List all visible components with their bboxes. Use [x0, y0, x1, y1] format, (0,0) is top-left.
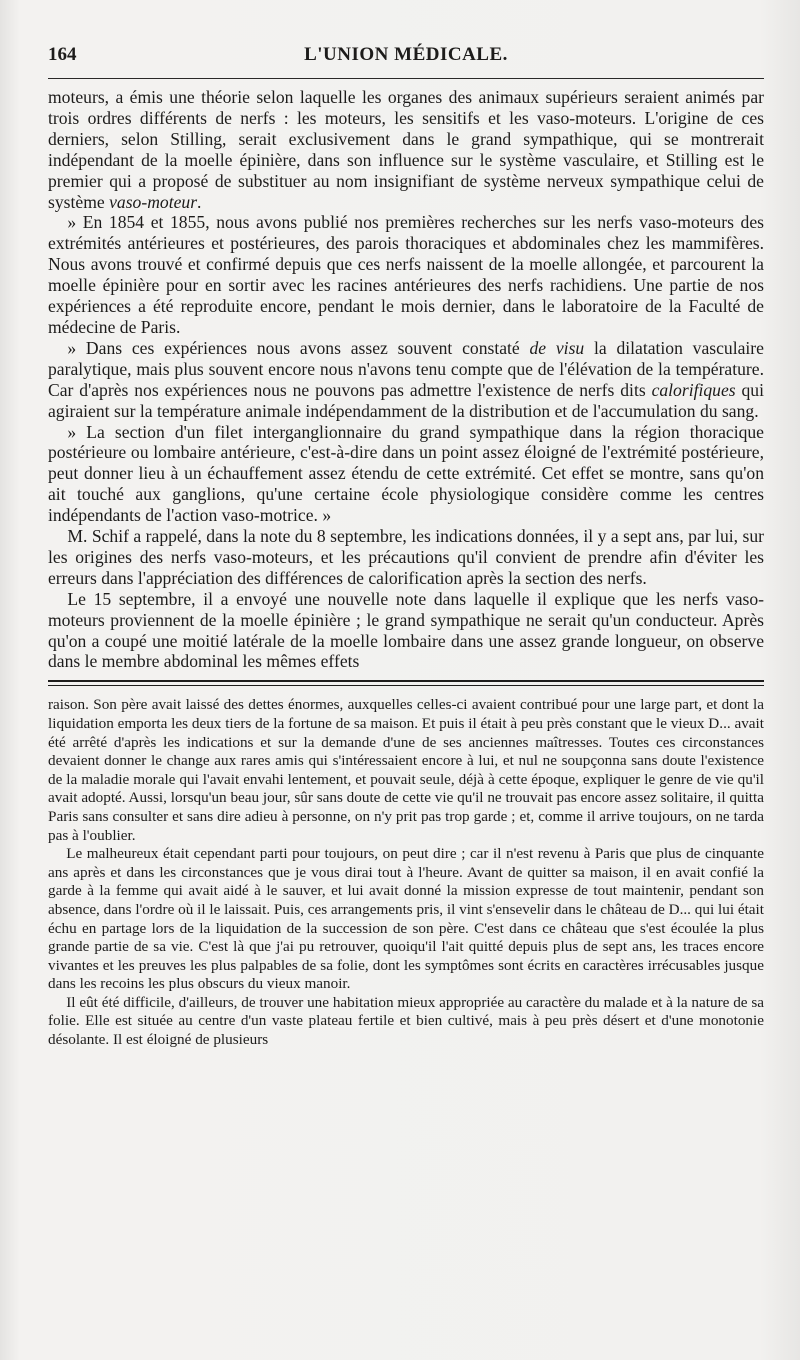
- header-rule: [48, 78, 764, 79]
- feuilleton-paragraph: Le malheureux était cependant parti pour toujours, on peut dire ; car il n'est revenu à Paris que plus de cinquante ans après et dans les circonstances que je vous dirai tout à l'heure. Avant de quitter sa maison, il en avait confié la garde à la femme qui avait aidé à le sauver, et lui avait donné la mission expresse de tout maintenir, pendant son absence, dans l'ordre où il le laissait. Puis, ces arrangements pris, il vint s'ensevelir dans le château de D... qui lui était échu en partage lors de la liquidation de la succession de son père. C'est dans ce château que s'est écoulée la plus grande partie de sa vie. C'est là que j'ai pu retrouver, quoiqu'il l'ait quitté depuis plus de sept ans, les traces encore vivantes et les preuves les plus palpables de sa folie, dont les symptômes sont écrits en caractères irrécusables jusque dans les recoins les plus obscurs du vieux manoir.: [48, 845, 764, 993]
- page-header: [48, 44, 764, 74]
- feuilleton-divider: [48, 680, 764, 686]
- paragraph: M. Schif a rappelé, dans la note du 8 septembre, les indications données, il y a sept ans, par lui, sur les origines des nerfs vaso-moteurs, et les précautions qu'il convient de prendre afin d'éviter les erreurs dans l'appréciation des différences de calorification après la section des nerfs.: [48, 526, 764, 588]
- feuilleton-paragraph: raison. Son père avait laissé des dettes énormes, auxquelles celles-ci avaient contribué pour une large part, et dont la liquidation emporta les deux tiers de la fortune de sa maison. Et puis il était à peu près constant que le vieux D... avait été arrêté d'après les indications et sur la demande d'une de ses anciennes maîtresses. Toutes ces circonstances devaient donner le change aux rares amis qui s'intéressaient encore à lui, et nul ne soupçonna sans doute l'existence de la maladie morale qui l'avait envahi lentement, et pouvait seule, déjà à cette époque, expliquer le genre de vie qu'il avait adopté. Aussi, lorsqu'un beau jour, sûr sans doute de cette vie qu'il ne trouvait pas encore assez solitaire, il quitta Paris sans consulter et sans dire adieu à personne, on n'y prit pas trop garde ; et, comme il arrive toujours, on ne tarda pas à l'oublier.: [48, 696, 764, 844]
- paragraph: Le 15 septembre, il a envoyé une nouvelle note dans laquelle il explique que les nerfs vaso-moteurs proviennent de la moelle épinière ; le grand sympathique ne serait qu'un conducteur. Après qu'on a coupé une moitié latérale de la moelle lombaire dans une assez grande longueur, on observe dans le membre abdominal les mêmes effets: [48, 588, 764, 672]
- main-article: [48, 87, 764, 672]
- feuilleton: [48, 696, 764, 1049]
- paragraph: » La section d'un filet interganglionnaire du grand sympathique dans la région thoracique postérieure ou lombaire antérieure, c'est-à-dire dans un point assez éloigné de l'extrémité postérieure, peut donner lieu à un échauffement assez étendu de cette extrémité. Cet effet se montre, sans qu'on ait touché aux ganglions, qu'une certaine école physiologique considère comme les centres indépendants de l'action vaso-motrice. »: [48, 421, 764, 526]
- feuilleton-paragraph: Il eût été difficile, d'ailleurs, de trouver une habitation mieux appropriée au caractère du malade et à la nature de sa folie. Elle est située au centre d'un vaste plateau fertile et bien cultivé, mais à peu près désert et d'une monotonie désolante. Il est éloigné de plusieurs: [48, 993, 764, 1049]
- running-title: L'UNION MÉDICALE.: [304, 44, 508, 65]
- paragraph: » Dans ces expériences nous avons assez souvent constaté de visu la dilatation vasculaire paralytique, mais plus souvent encore nous n'avons tenu compte que de l'élévation de la température. Car d'après nos expériences nous ne pouvons pas admettre l'existence de nerfs dits calorifiques qui agiraient sur la température animale indépendamment de la distribution et de l'accumulation du sang.: [48, 337, 764, 421]
- paragraph: moteurs, a émis une théorie selon laquelle les organes des animaux supérieurs seraient animés par trois ordres différents de nerfs : les moteurs, les sensitifs et les vaso-moteurs. L'origine de ces derniers, selon Stilling, serait exclusivement dans le grand sympathique, qui se montrerait indépendant de la moelle épinière, dans son influence sur le système vasculaire, et Stilling est le premier qui a proposé de substituer au nom insignifiant de système nerveux sympathique celui de système vaso-moteur.: [48, 87, 764, 212]
- page-number: 164: [48, 44, 77, 65]
- paragraph: » En 1854 et 1855, nous avons publié nos premières recherches sur les nerfs vaso-moteurs des extrémités antérieures et postérieures, des parois thoraciques et abdominales chez les mammifères. Nous avons trouvé et confirmé depuis que ces nerfs naissent de la moelle allongée, et parcourent la moelle épinière pour en sortir avec les racines antérieures des nerfs rachidiens. Une partie de nos expériences a été reproduite encore, pendant le mois dernier, dans le laboratoire de la Faculté de médecine de Paris.: [48, 212, 764, 337]
